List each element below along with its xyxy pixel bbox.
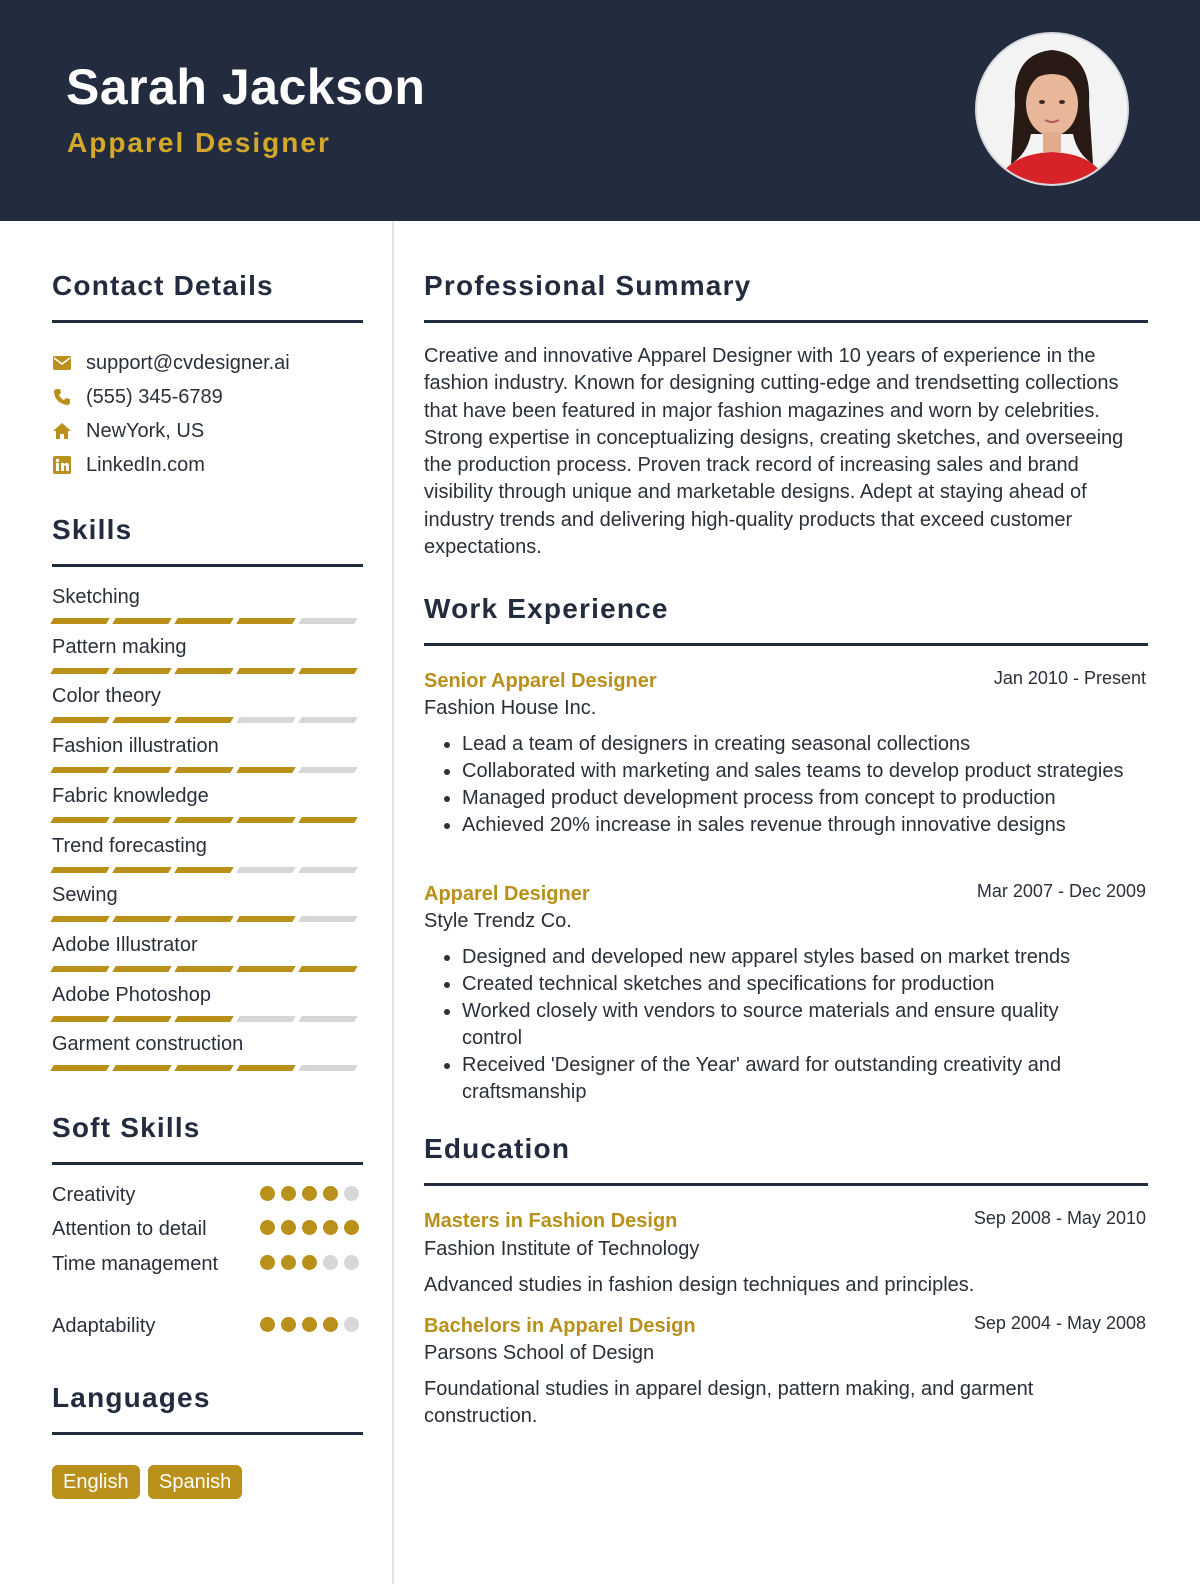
company-name: Fashion House Inc. bbox=[424, 697, 597, 719]
soft-skill-label: Adaptability bbox=[52, 1315, 156, 1337]
skill-item bbox=[52, 1031, 362, 1071]
school-name: Parsons School of Design bbox=[424, 1342, 655, 1364]
experience-heading: Work Experience bbox=[424, 593, 669, 624]
rating-dot bbox=[344, 1255, 359, 1270]
skill-label: Fabric knowledge bbox=[52, 784, 209, 807]
skill-level-segment bbox=[236, 817, 295, 823]
skill-level-bar bbox=[52, 966, 362, 972]
skill-level-segment bbox=[112, 1016, 171, 1022]
profile-photo bbox=[977, 34, 1127, 184]
skill-level-segment bbox=[298, 1016, 357, 1022]
job-bullet: • Created technical sketches and specifications for production bbox=[462, 971, 1124, 998]
experience-rule bbox=[424, 643, 1148, 646]
skill-level-segment bbox=[236, 966, 295, 972]
skill-label: Pattern making bbox=[52, 635, 187, 658]
skill-level-segment bbox=[50, 717, 109, 723]
job-title: Senior Apparel Designer bbox=[424, 670, 657, 692]
skill-level-segment bbox=[236, 717, 295, 723]
skill-item bbox=[52, 733, 362, 773]
skill-level-segment bbox=[236, 668, 295, 674]
job-bullet: • Received 'Designer of the Year' award for outstanding creativity and craftsmanship bbox=[462, 1052, 1124, 1106]
contact-phone[interactable] bbox=[52, 382, 223, 412]
degree-description: Foundational studies in apparel design, pattern making, and garment construction. bbox=[424, 1378, 1034, 1428]
contact-email[interactable] bbox=[52, 348, 290, 378]
skill-level-segment bbox=[112, 867, 171, 873]
skill-level-segment bbox=[112, 618, 171, 624]
rating-dot bbox=[281, 1186, 296, 1201]
rating-dot bbox=[344, 1317, 359, 1332]
languages-rule bbox=[52, 1432, 363, 1435]
skill-level-segment bbox=[112, 1065, 171, 1071]
summary-heading: Professional Summary bbox=[424, 270, 752, 301]
skill-level-segment bbox=[50, 767, 109, 773]
contact-rule bbox=[52, 320, 363, 323]
skill-level-segment bbox=[174, 817, 233, 823]
job-bullet: • Achieved 20% increase in sales revenue through innovative designs bbox=[462, 812, 1124, 839]
skill-level-segment bbox=[50, 1065, 109, 1071]
soft-skill-label: Creativity bbox=[52, 1184, 136, 1206]
rating-dot bbox=[302, 1317, 317, 1332]
skill-label: Adobe Photoshop bbox=[52, 983, 212, 1006]
soft-skill-label: Attention to detail bbox=[52, 1218, 207, 1240]
skill-level-segment bbox=[50, 817, 109, 823]
soft-skill-rating bbox=[260, 1255, 359, 1270]
email-icon bbox=[52, 353, 72, 373]
skill-label: Sketching bbox=[52, 586, 140, 608]
rating-dot bbox=[260, 1220, 275, 1235]
linkedin-icon bbox=[52, 455, 72, 475]
job-bullets bbox=[424, 731, 1124, 839]
skill-level-segment bbox=[50, 1016, 109, 1022]
soft-skill-item bbox=[52, 1216, 362, 1242]
skill-item bbox=[52, 683, 362, 723]
job-bullets bbox=[424, 944, 1124, 1106]
skill-item bbox=[52, 634, 362, 674]
skill-level-segment bbox=[298, 668, 357, 674]
contact-email-text: support@cvdesigner.ai bbox=[86, 351, 290, 374]
skill-level-segment bbox=[174, 966, 233, 972]
contact-phone-text: (555) 345-6789 bbox=[86, 385, 223, 408]
skill-level-segment bbox=[112, 916, 171, 922]
skill-level-segment bbox=[174, 767, 233, 773]
resume-header bbox=[0, 0, 1200, 221]
contact-heading: Contact Details bbox=[52, 270, 274, 301]
skills-heading: Skills bbox=[52, 514, 133, 545]
skill-level-bar bbox=[52, 767, 362, 773]
skill-level-bar bbox=[52, 1016, 362, 1022]
skill-level-segment bbox=[50, 867, 109, 873]
skill-level-segment bbox=[174, 1016, 233, 1022]
skill-level-segment bbox=[174, 618, 233, 624]
skill-item bbox=[52, 833, 362, 873]
skill-level-segment bbox=[112, 668, 171, 674]
education-heading: Education bbox=[424, 1133, 571, 1164]
soft-skill-item bbox=[52, 1313, 362, 1339]
company-name: Style Trendz Co. bbox=[424, 910, 572, 932]
contact-linkedin[interactable] bbox=[52, 450, 205, 480]
skill-level-segment bbox=[298, 966, 357, 972]
skill-label: Garment construction bbox=[52, 1033, 244, 1056]
skill-level-segment bbox=[298, 867, 357, 873]
job-bullet: • Collaborated with marketing and sales teams to develop product strategies bbox=[462, 758, 1124, 785]
skill-level-segment bbox=[298, 817, 357, 823]
skill-level-segment bbox=[298, 767, 357, 773]
skill-level-bar bbox=[52, 717, 362, 723]
skill-level-segment bbox=[174, 717, 233, 723]
skill-level-segment bbox=[50, 618, 109, 624]
home-icon bbox=[52, 421, 72, 441]
skill-level-bar bbox=[52, 1065, 362, 1071]
job-date: Jan 2010 - Present bbox=[993, 668, 1146, 688]
skill-level-bar bbox=[52, 668, 362, 674]
skill-level-bar bbox=[52, 916, 362, 922]
skill-level-segment bbox=[112, 817, 171, 823]
rating-dot bbox=[260, 1317, 275, 1332]
rating-dot bbox=[281, 1220, 296, 1235]
skill-level-segment bbox=[298, 1065, 357, 1071]
degree-title: Masters in Fashion Design bbox=[424, 1210, 678, 1232]
education-rule bbox=[424, 1183, 1148, 1186]
skill-level-segment bbox=[50, 916, 109, 922]
rating-dot bbox=[260, 1255, 275, 1270]
soft-skill-rating bbox=[260, 1220, 359, 1235]
skill-level-segment bbox=[236, 867, 295, 873]
rating-dot bbox=[281, 1317, 296, 1332]
language-badge-english: English bbox=[52, 1465, 140, 1499]
skill-item bbox=[52, 783, 362, 823]
contact-linkedin-text: LinkedIn.com bbox=[86, 453, 205, 476]
degree-title: Bachelors in Apparel Design bbox=[424, 1315, 696, 1337]
skill-level-segment bbox=[236, 1016, 295, 1022]
skill-item bbox=[52, 982, 362, 1022]
skill-item bbox=[52, 882, 362, 922]
skill-label: Fashion illustration bbox=[52, 735, 219, 758]
languages-heading: Languages bbox=[52, 1382, 211, 1413]
candidate-title: Apparel Designer bbox=[67, 127, 331, 158]
degree-date: Sep 2008 - May 2010 bbox=[973, 1208, 1146, 1228]
skill-level-segment bbox=[112, 966, 171, 972]
skill-level-segment bbox=[174, 668, 233, 674]
skill-level-segment bbox=[112, 717, 171, 723]
summary-rule bbox=[424, 320, 1148, 323]
column-divider bbox=[392, 221, 394, 1584]
degree-description: Advanced studies in fashion design techniques and principles. bbox=[424, 1274, 975, 1296]
degree-date: Sep 2004 - May 2008 bbox=[973, 1313, 1146, 1333]
summary-text: Creative and innovative Apparel Designer with 10 years of experience in the fashion industry. Known for designing cutting-edge and trendsetting collections that have been featured in major fashion magazines and worn by celebrities. Strong expertise in conceptualizing designs, creating sketches, and overseeing the production process. Proven track record of increasing sales and brand visibility through unique and marketable designs. Adept at staying ahead of industry trends and delivering high-quality products that exceed customer expectations. bbox=[424, 345, 1124, 559]
soft-skills-rule bbox=[52, 1162, 363, 1165]
rating-dot bbox=[323, 1186, 338, 1201]
skill-label: Sewing bbox=[52, 884, 118, 907]
skill-level-segment bbox=[298, 618, 357, 624]
language-badge-spanish: Spanish bbox=[148, 1465, 242, 1499]
rating-dot bbox=[302, 1186, 317, 1201]
skill-level-segment bbox=[298, 916, 357, 922]
soft-skill-rating bbox=[260, 1317, 359, 1332]
skill-level-segment bbox=[236, 1065, 295, 1071]
soft-skills-heading: Soft Skills bbox=[52, 1112, 201, 1143]
soft-skill-label: Time management bbox=[52, 1253, 218, 1275]
contact-location-text: NewYork, US bbox=[86, 419, 205, 442]
skill-level-segment bbox=[112, 767, 171, 773]
rating-dot bbox=[323, 1255, 338, 1270]
rating-dot bbox=[302, 1255, 317, 1270]
skill-level-bar bbox=[52, 867, 362, 873]
skill-level-segment bbox=[236, 618, 295, 624]
rating-dot bbox=[344, 1220, 359, 1235]
soft-skill-item bbox=[52, 1251, 362, 1277]
rating-dot bbox=[281, 1255, 296, 1270]
job-bullet: • Worked closely with vendors to source materials and ensure quality control bbox=[462, 998, 1124, 1052]
candidate-name: Sarah Jackson bbox=[66, 59, 426, 115]
skill-label: Trend forecasting bbox=[52, 834, 207, 857]
rating-dot bbox=[302, 1220, 317, 1235]
rating-dot bbox=[323, 1317, 338, 1332]
skill-level-bar bbox=[52, 618, 362, 624]
skill-level-segment bbox=[174, 867, 233, 873]
skill-level-segment bbox=[50, 966, 109, 972]
skill-level-bar bbox=[52, 817, 362, 823]
skill-level-segment bbox=[236, 767, 295, 773]
soft-skill-item bbox=[52, 1182, 362, 1208]
phone-icon bbox=[52, 387, 72, 407]
skill-level-segment bbox=[236, 916, 295, 922]
job-bullet: • Lead a team of designers in creating seasonal collections bbox=[462, 731, 1124, 758]
soft-skill-rating bbox=[260, 1186, 359, 1201]
skill-label: Color theory bbox=[52, 685, 161, 708]
skills-rule bbox=[52, 564, 363, 567]
skill-item bbox=[52, 932, 362, 972]
job-title: Apparel Designer bbox=[424, 883, 590, 905]
skill-label: Adobe Illustrator bbox=[52, 933, 198, 956]
job-bullet: • Managed product development process from concept to production bbox=[462, 785, 1124, 812]
skill-level-segment bbox=[174, 916, 233, 922]
rating-dot bbox=[260, 1186, 275, 1201]
contact-location bbox=[52, 416, 204, 446]
avatar bbox=[975, 32, 1129, 186]
job-bullet: • Designed and developed new apparel styles based on market trends bbox=[462, 944, 1124, 971]
skill-item bbox=[52, 584, 362, 624]
skill-level-segment bbox=[298, 717, 357, 723]
skill-level-segment bbox=[50, 668, 109, 674]
rating-dot bbox=[323, 1220, 338, 1235]
job-date: Mar 2007 - Dec 2009 bbox=[976, 881, 1146, 901]
rating-dot bbox=[344, 1186, 359, 1201]
school-name: Fashion Institute of Technology bbox=[424, 1238, 700, 1260]
skill-level-segment bbox=[174, 1065, 233, 1071]
